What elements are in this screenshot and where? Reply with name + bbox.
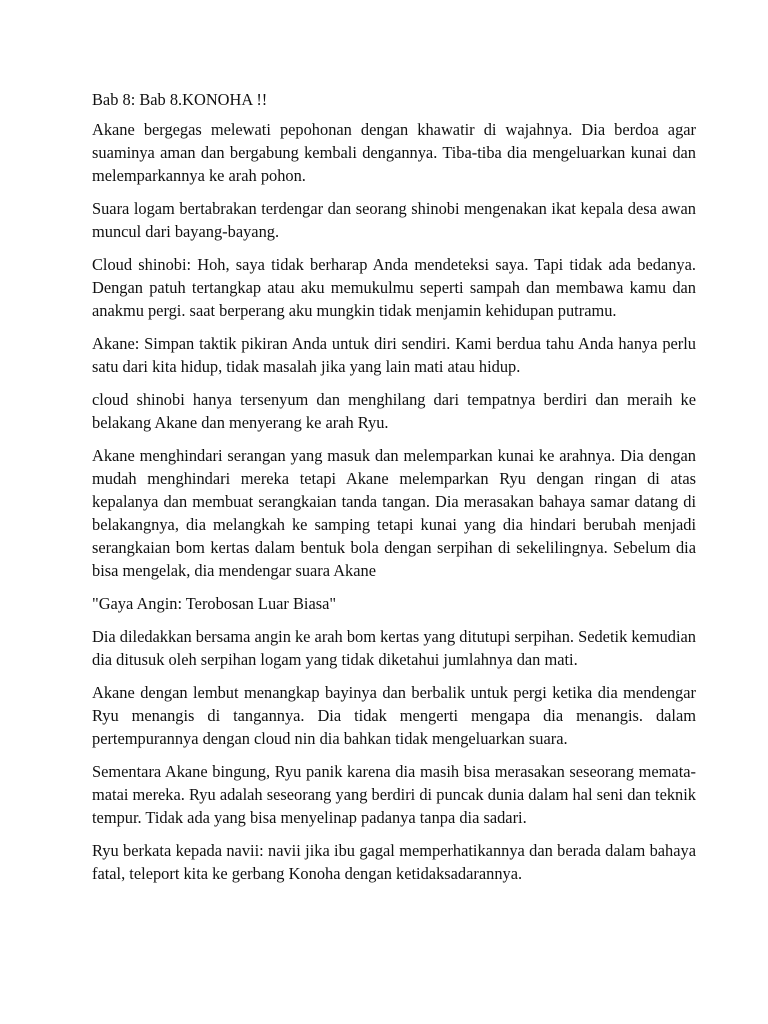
paragraph-6: Akane menghindari serangan yang masuk dan melemparkan kunai ke arahnya. Dia dengan mudah menghindari mereka tetapi Akane melemparkan Ryu dengan ringan di atas kepalanya dan membuat serangkaian tanda tangan. Dia merasakan bahaya samar datang di belakangnya, dia melangkah ke samping tetapi kunai yang dia hindari berubah menjadi serangkaian bom kertas dalam bentuk bola dengan serpihan di sekelilingnya. Sebelum dia bisa mengelak, dia mendengar suara Akane xyxy=(92,446,696,580)
paragraph-9: Akane dengan lembut menangkap bayinya dan berbalik untuk pergi ketika dia mendengar Ryu menangis di tangannya. Dia tidak mengerti mengapa dia menangis. dalam pertempurannya dengan cloud nin dia bahkan tidak mengeluarkan suara. xyxy=(92,683,696,748)
paragraph-5: cloud shinobi hanya tersenyum dan menghilang dari tempatnya berdiri dan meraih ke belakang Akane dan menyerang ke arah Ryu. xyxy=(92,390,696,432)
chapter-heading: Bab 8: Bab 8.KONOHA !! xyxy=(92,90,268,109)
paragraph-2: Suara logam bertabrakan terdengar dan seorang shinobi mengenakan ikat kepala desa awan muncul dari bayang-bayang. xyxy=(92,199,696,241)
paragraph-3: Cloud shinobi: Hoh, saya tidak berharap Anda mendeteksi saya. Tapi tidak ada bedanya. Dengan patuh tertangkap atau aku memukulmu seperti sampah dan membawa kamu dan anakmu pergi. saat berperang aku mungkin tidak menjamin kehidupan putramu. xyxy=(92,255,696,320)
paragraph-7: "Gaya Angin: Terobosan Luar Biasa" xyxy=(92,594,337,613)
paragraph-4: Akane: Simpan taktik pikiran Anda untuk diri sendiri. Kami berdua tahu Anda hanya perlu satu dari kita hidup, tidak masalah jika yang lain mati atau hidup. xyxy=(92,334,696,376)
paragraph-1: Akane bergegas melewati pepohonan dengan khawatir di wajahnya. Dia berdoa agar suaminya aman dan bergabung kembali dengannya. Tiba-tiba dia mengeluarkan kunai dan melemparkannya ke arah pohon. xyxy=(92,120,696,185)
paragraph-11: Ryu berkata kepada navii: navii jika ibu gagal memperhatikannya dan berada dalam bahaya fatal, teleport kita ke gerbang Konoha dengan ketidaksadarannya. xyxy=(92,841,696,883)
paragraph-10: Sementara Akane bingung, Ryu panik karena dia masih bisa merasakan seseorang memata-matai mereka. Ryu adalah seseorang yang berdiri di puncak dunia dalam hal seni dan teknik tempur. Tidak ada yang bisa menyelinap padanya tanpa dia sadari. xyxy=(92,762,696,827)
paragraph-8: Dia diledakkan bersama angin ke arah bom kertas yang ditutupi serpihan. Sedetik kemudian dia ditusuk oleh serpihan logam yang tidak diketahui jumlahnya dan mati. xyxy=(92,627,696,669)
